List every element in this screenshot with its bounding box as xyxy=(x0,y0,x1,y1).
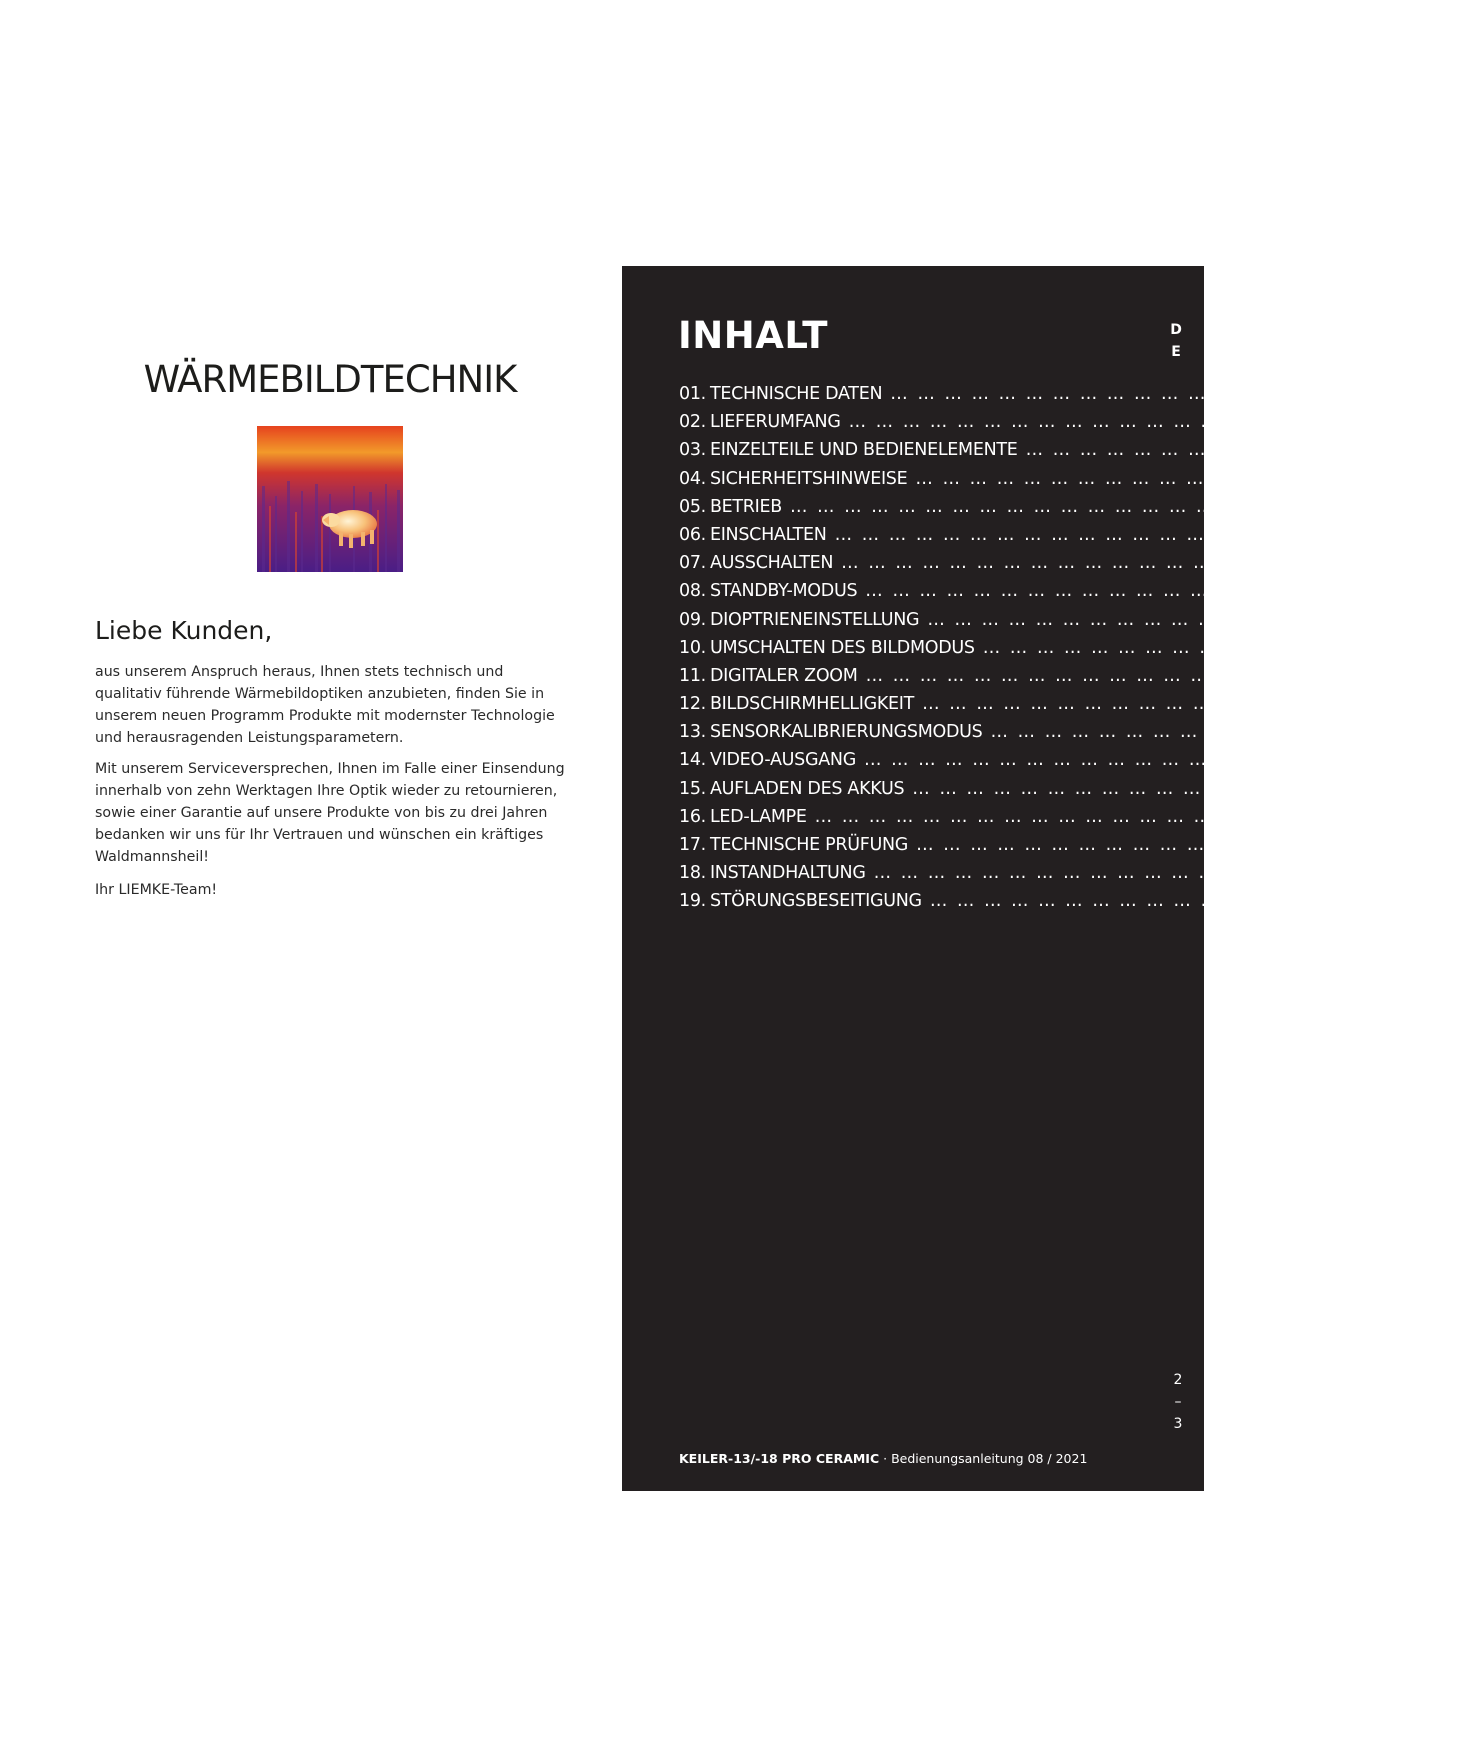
toc-entry[interactable] xyxy=(679,835,1357,863)
toc-label: DIOPTRIENEINSTELLUNG xyxy=(709,609,920,630)
footer-document: · Bedienungsanleitung 08 / 2021 xyxy=(883,1451,1088,1466)
toc-leader: … … … … … … … … … … … … … … … … xyxy=(863,750,1290,771)
toc-entry[interactable] xyxy=(679,891,1371,919)
toc-entry[interactable] xyxy=(679,722,1431,750)
toc-label: TECHNISCHE DATEN xyxy=(709,384,883,404)
toc-number: 17. xyxy=(679,835,706,855)
toc-number: 04. xyxy=(679,468,706,489)
footer xyxy=(679,1451,1087,1466)
page-number: 2 xyxy=(1173,1372,1183,1388)
contents-heading: INHALT xyxy=(678,314,829,357)
toc-number: 02. xyxy=(679,412,706,433)
toc-page: 4 xyxy=(1319,384,1331,404)
signature: Ihr LIEMKE-Team! xyxy=(95,882,218,898)
toc-page: 7 xyxy=(1293,750,1305,771)
toc-entry[interactable] xyxy=(679,581,1306,609)
toc-entry[interactable] xyxy=(679,440,1466,468)
footer-product: KEILER-13/-18 PRO CERAMIC xyxy=(679,1451,880,1466)
language-letter: D xyxy=(1170,322,1182,338)
toc-leader: … … … … … … … … … … … … … … … … xyxy=(873,863,1300,884)
toc-label: TECHNISCHE PRÜFUNG xyxy=(709,835,909,855)
toc-leader: … … … … … … … … … … … … … … … … xyxy=(982,637,1409,658)
toc-entry[interactable] xyxy=(679,863,1314,891)
toc-number: 16. xyxy=(679,806,706,827)
toc-label: STANDBY-MODUS xyxy=(709,581,858,602)
toc-label: VIDEO-AUSGANG xyxy=(709,750,856,771)
toc-leader: … … … … … … … … … … … … … … … … xyxy=(927,609,1353,630)
toc-leader: … … … … … … … … … … … … … … … … xyxy=(814,806,1241,827)
toc-leader: … … … … … … … … … … … … … … … … xyxy=(834,524,1261,545)
toc-number: 07. xyxy=(679,553,706,574)
thermal-boar-image xyxy=(257,426,403,572)
toc-leader: … … … … … … … … … … … … … … … … xyxy=(789,496,1216,517)
toc-number: 18. xyxy=(679,863,706,884)
toc-label: AUFLADEN DES AKKUS xyxy=(709,778,905,799)
toc-label: STÖRUNGSBESEITIGUNG xyxy=(709,891,922,912)
toc-leader: … … … … … … … … … … … … … … … … xyxy=(865,581,1291,602)
toc-entry[interactable] xyxy=(679,496,1231,525)
toc-page: 5 xyxy=(1219,496,1231,517)
toc-page: 7 xyxy=(1419,722,1431,743)
toc-page: 6 xyxy=(1270,553,1282,574)
toc-leader: … … … … … … … … … … … … … … … … xyxy=(841,553,1267,574)
toc-number: 10. xyxy=(679,637,706,658)
page-number-separator: – xyxy=(1174,1394,1182,1410)
page-number: 3 xyxy=(1173,1416,1183,1432)
toc-label: DIGITALER ZOOM xyxy=(709,665,858,686)
toc-page: 6 xyxy=(1295,665,1306,686)
toc-entry[interactable] xyxy=(679,778,1353,807)
section-title: WÄRMEBILDTECHNIK xyxy=(143,358,517,401)
page-numbers xyxy=(1170,1369,1186,1435)
toc-entry[interactable] xyxy=(679,524,1275,553)
language-letter: E xyxy=(1171,344,1181,360)
toc-leader: … … … … … … … … … … … … … … … … xyxy=(1025,440,1452,461)
toc-label: LED-LAMPE xyxy=(709,806,807,827)
toc-leader: … … … … … … … … … … … … … … … … xyxy=(916,835,1342,855)
toc-page: 9 xyxy=(1359,891,1371,912)
toc-page: 8 xyxy=(1244,806,1255,827)
toc-label: EINZELTEILE UND BEDIENELEMENTE xyxy=(709,440,1018,461)
toc-leader: … … … … … … … … … … … … … … … … xyxy=(865,665,1292,686)
toc-page: 6 xyxy=(1264,524,1275,545)
table-of-contents xyxy=(679,384,1466,920)
toc-number: 06. xyxy=(679,524,706,545)
intro-paragraph: aus unserem Anspruch heraus, Ihnen stets technisch und qualitativ führende Wärmebildoptiken anzubieten, finden Sie in unserem neuen Programm Produkte mit modernster Technologie und herausragenden Leistungsparametern. xyxy=(95,664,555,746)
toc-leader: … … … … … … … … … … … … … … … … xyxy=(990,722,1416,743)
toc-label: BETRIEB xyxy=(709,496,782,517)
toc-label: SENSORKALIBRIERUNGSMODUS xyxy=(709,722,983,743)
toc-number: 15. xyxy=(679,778,706,799)
toc-page: 6 xyxy=(1356,609,1368,630)
toc-entry[interactable] xyxy=(679,637,1424,666)
toc-number: 09. xyxy=(679,609,706,630)
toc-entry[interactable] xyxy=(679,750,1305,778)
toc-label: EINSCHALTEN xyxy=(709,524,827,545)
toc-leader: … … … … … … … … … … … … … … … … xyxy=(912,778,1338,799)
contents-panel xyxy=(622,266,1466,1491)
service-paragraph: Mit unserem Serviceversprechen, Ihnen im Falle einer Einsendung innerhalb von zehn Werktagen Ihre Optik wieder zu retournieren, sowie einer Garantie auf unsere Produkte von bis zu drei Jahren bedanken wir uns für Ihr Vertrauen und wünschen ein kräftiges Waldmannsheil! xyxy=(95,761,565,865)
toc-number: 12. xyxy=(679,694,706,715)
toc-leader: … … … … … … … … … … … … … … … … xyxy=(915,468,1341,489)
greeting: Liebe Kunden, xyxy=(95,616,273,645)
toc-page: 4 xyxy=(1278,412,1289,433)
toc-leader: … … … … … … … … … … … … … … … … xyxy=(848,412,1275,433)
toc-label: LIEFERUMFANG xyxy=(709,412,841,433)
toc-page: 4 xyxy=(1455,440,1466,461)
toc-page: 8 xyxy=(1345,835,1357,855)
toc-label: AUSSCHALTEN xyxy=(709,553,834,574)
toc-page: 6 xyxy=(1294,581,1306,602)
toc-label: INSTANDHALTUNG xyxy=(709,863,866,884)
toc-entry[interactable] xyxy=(679,384,1331,412)
toc-label: SICHERHEITSHINWEISE xyxy=(709,468,908,489)
toc-number: 08. xyxy=(679,581,706,602)
toc-number: 14. xyxy=(679,750,706,771)
toc-entry[interactable] xyxy=(679,665,1306,694)
toc-page: 5 xyxy=(1344,468,1356,489)
toc-number: 03. xyxy=(679,440,706,461)
toc-leader: … … … … … … … … … … … … … … … … xyxy=(929,891,1356,912)
toc-label: UMSCHALTEN DES BILDMODUS xyxy=(709,637,975,658)
toc-entry[interactable] xyxy=(679,553,1282,581)
toc-page: 6 xyxy=(1412,637,1424,658)
toc-number: 01. xyxy=(679,384,706,404)
toc-entry[interactable] xyxy=(679,694,1363,722)
toc-label: BILDSCHIRMHELLIGKEIT xyxy=(709,694,915,715)
toc-entry[interactable] xyxy=(679,609,1368,638)
toc-entry[interactable] xyxy=(679,806,1255,835)
toc-number: 19. xyxy=(679,891,706,912)
toc-number: 13. xyxy=(679,722,706,743)
toc-leader: … … … … … … … … … … … … … … … … xyxy=(922,694,1348,715)
toc-number: 11. xyxy=(679,665,706,686)
toc-entry[interactable] xyxy=(679,468,1356,497)
toc-page: 7 xyxy=(1351,694,1363,715)
toc-entry[interactable] xyxy=(679,412,1289,440)
toc-number: 05. xyxy=(679,496,706,517)
toc-page: 7 xyxy=(1341,778,1353,799)
toc-page: 8 xyxy=(1303,863,1314,884)
toc-leader: … … … … … … … … … … … … … … … … xyxy=(890,384,1316,404)
language-marker xyxy=(1170,319,1182,363)
